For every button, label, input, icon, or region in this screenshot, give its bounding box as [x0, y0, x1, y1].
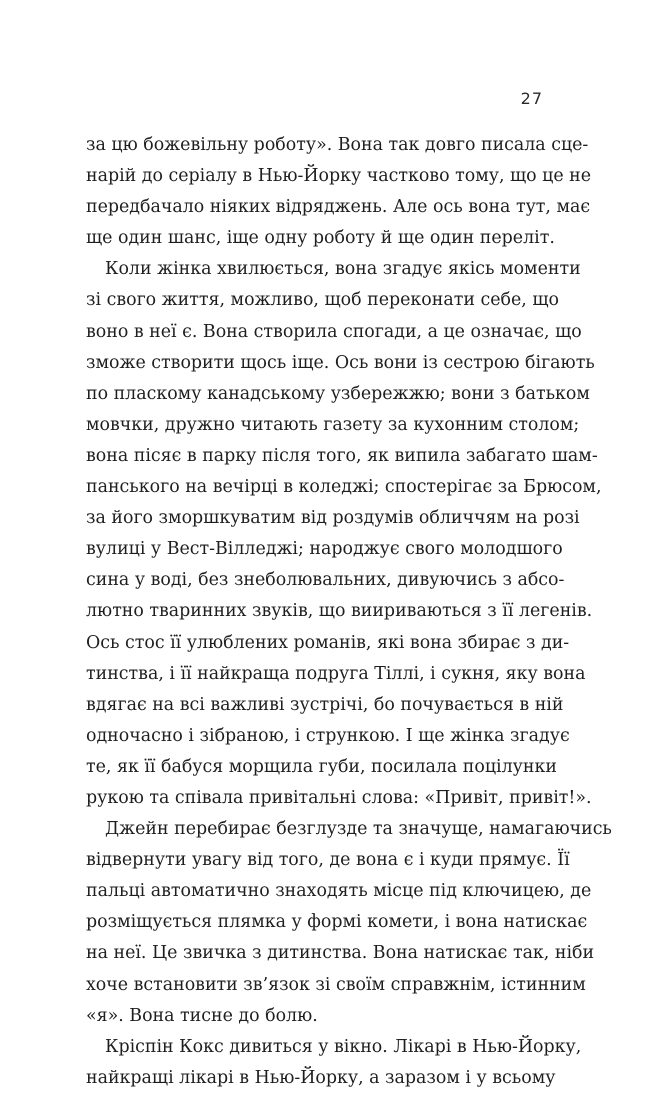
- text-line: панського на вечірці в коледжі; спостерігає за Брюсом,: [86, 477, 602, 498]
- text-line: Кріспін Кокс дивиться у вікно. Лікарі в Нью-Йорку,: [105, 1036, 582, 1057]
- text-line: по пласкому канадському узбережжю; вони з батьком: [86, 383, 590, 404]
- text-line: Ось стос її улюблених романів, які вона збирає з ди-: [86, 632, 570, 653]
- text-line: пальці автоматично знаходять місце під ключицею, де: [86, 881, 592, 902]
- text-line: зможе створити щось іще. Ось вони із сестрою бігають: [86, 352, 595, 373]
- text-line: одночасно і зібраною, і стрункою. І ще жінка згадує: [86, 725, 570, 746]
- text-line: передбачало ніяких відряджень. Але ось вона тут, має: [86, 197, 591, 218]
- text-line: вона пісяє в парку після того, як випила забагато шам-: [86, 445, 598, 466]
- text-line: мовчки, дружно читають газету за кухонним столом;: [86, 414, 580, 435]
- text-line: відвернути увагу від того, де вона є і куди прямує. Її: [86, 850, 570, 871]
- text-line: нарій до серіалу в Нью-Йорку частково тому, що це не: [86, 166, 592, 187]
- text-line: сина у воді, без знеболювальних, дивуючись з абсо-: [86, 570, 565, 591]
- text-line: Джейн перебирає безглузде та значуще, намагаючись: [105, 819, 612, 840]
- text-line: тинства, і її найкраща подруга Тіллі, і сукня, яку вона: [86, 663, 586, 684]
- body-text: [86, 130, 612, 1094]
- text-line: вдягає на всі важливі зустрічі, бо почувається в ній: [86, 694, 564, 715]
- text-line: те, як її бабуся морщила губи, посилала поцілунки: [86, 756, 557, 777]
- text-line: вулиці у Вест-Вілледжі; народжує свого молодшого: [86, 539, 563, 560]
- text-line: найкращі лікарі в Нью-Йорку, а заразом і у всьому: [86, 1067, 556, 1088]
- text-line: на неї. Це звичка з дитинства. Вона натискає так, ніби: [86, 943, 595, 964]
- text-line: ще один шанс, іще одну роботу й ще один переліт.: [86, 228, 555, 249]
- page-number: 27: [520, 89, 543, 108]
- text-line: хоче встановити зв’язок зі своїм справжнім, істинним: [86, 974, 586, 995]
- text-line: «я». Вона тисне до болю.: [86, 1005, 318, 1026]
- text-line: воно в неї є. Вона створила спогади, а це означає, що: [86, 321, 582, 342]
- text-line: лютно тваринних звуків, що виириваються з її легенів.: [86, 601, 593, 622]
- text-line: за цю божевільну роботу». Вона так довго писала сце-: [86, 135, 589, 155]
- text-line: Коли жінка хвилюється, вона згадує якісь моменти: [105, 259, 581, 280]
- text-line: розміщується плямка у формі комети, і вона натискає: [86, 912, 588, 933]
- text-line: рукою та співала привітальні слова: «Привіт, привіт!».: [86, 787, 592, 808]
- text-line: за його зморшкуватим від роздумів обличчям на розі: [86, 508, 580, 529]
- text-line: зі свого життя, можливо, щоб переконати себе, що: [86, 290, 559, 311]
